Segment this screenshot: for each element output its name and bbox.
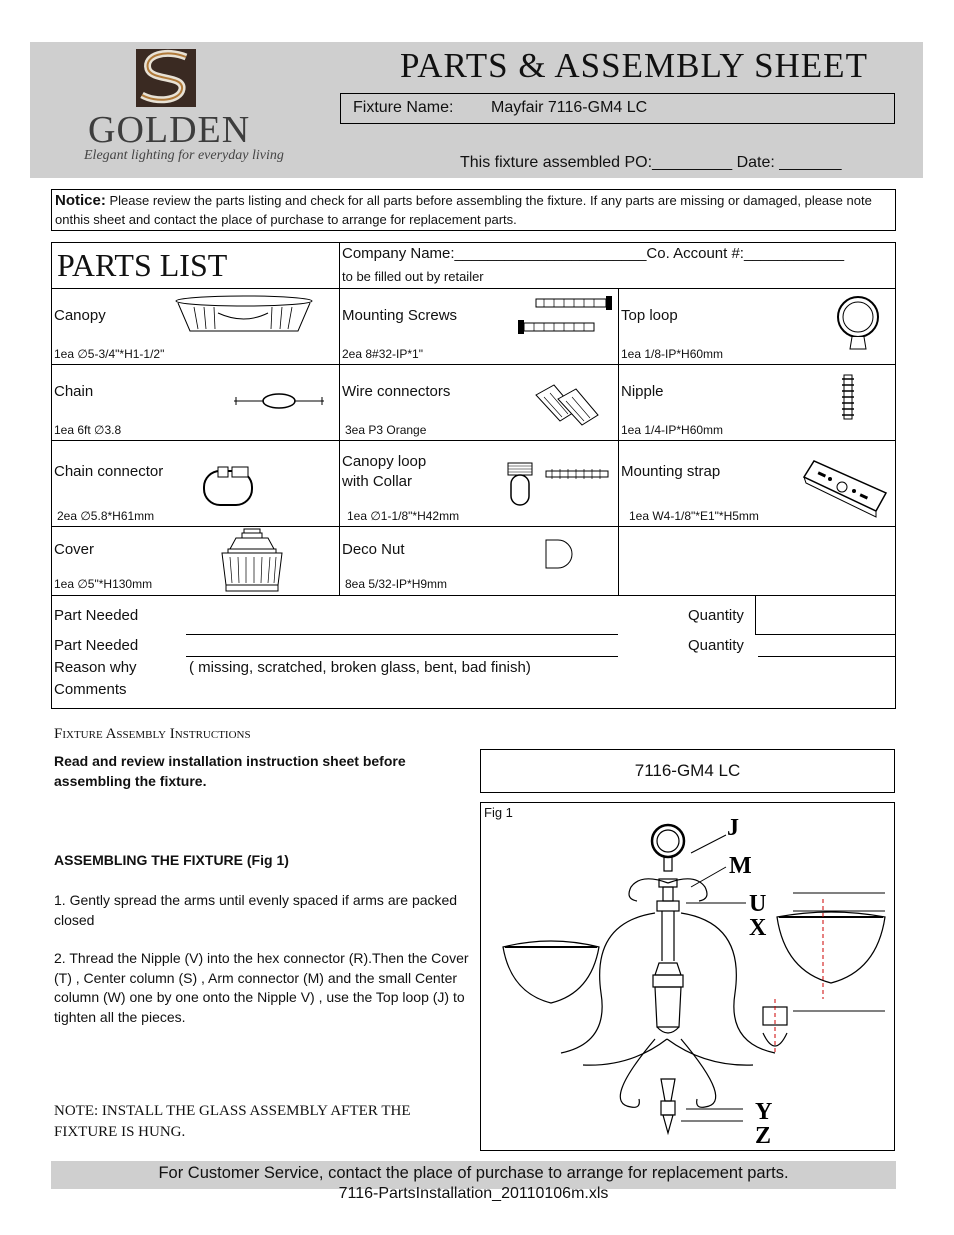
part-spec-mounting-screws: 2ea 8#32-IP*1" [342,347,423,361]
part-spec-chain: 1ea 6ft ∅3.8 [54,423,122,437]
reason-options: ( missing, scratched, broken glass, bent, bad finish) [189,659,531,676]
sheet-title: PARTS & ASSEMBLY SHEET [400,46,868,85]
part-name-cover: Cover [54,541,95,558]
figure-box [480,802,895,1151]
chain-connector-icon [200,465,256,511]
part-spec-chain-connector: 2ea ∅5.8*H61mm [57,509,155,523]
screws-icon [514,293,614,341]
quantity-line-2[interactable] [758,656,895,657]
part-spec-canopy-loop: 1ea ∅1-1/8"*H42mm [347,509,460,523]
cover-icon [214,527,290,595]
part-name-canopy-loop: Canopy loop with Collar [342,453,427,490]
read-instructions-note: Read and review installation instruction sheet before assembling the fixture. [54,753,406,789]
assembly-step-1: 1. Gently spread the arms until evenly spaced if arms are packed closed [54,892,458,928]
part-name-nipple: Nipple [621,383,664,400]
part-needed-label-2: Part Needed [54,637,139,654]
label-X: X [749,915,767,941]
part-spec-cover: 1ea ∅5"*H130mm [54,577,153,591]
quantity-label-1: Quantity [688,607,744,624]
canopy-icon [172,293,317,341]
notice-label: Notice: [55,192,106,209]
wire-connectors-icon [532,381,607,427]
label-U: U [749,891,767,917]
model-number-box: 7116-GM4 LC [480,749,895,793]
part-spec-nipple: 1ea 1/4-IP*H60mm [621,423,724,437]
customer-service-note: For Customer Service, contact the place of purchase to arrange for replacement parts. [158,1164,789,1182]
notice-text: Please review the parts listing and check for all parts before assembling the fixture. If any parts are missing or damaged, please note onthis sheet and contact the place of purchase to arrange for replacement parts. [55,193,872,227]
reason-label: Reason why [54,659,137,676]
instructions-title: Fixture Assembly Instructions [54,726,251,742]
assembly-heading: ASSEMBLING THE FIXTURE (Fig 1) [54,852,289,868]
part-spec-wire-connectors: 3ea P3 Orange [345,423,427,437]
label-Y: Y [755,1099,773,1125]
comments-label: Comments [54,681,127,698]
fixture-name-value: Mayfair 7116-GM4 LC [491,99,648,116]
logo-emblem-icon [82,45,262,109]
retailer-note: to be filled out by retailer [342,269,484,284]
quantity-line-1[interactable] [755,634,895,635]
chain-icon [232,391,327,411]
canopy-loop-icon [504,461,614,507]
parts-list-table [51,242,896,709]
mounting-strap-icon [800,453,890,525]
deco-nut-icon [540,537,576,571]
assembly-note: NOTE: INSTALL THE GLASS ASSEMBLY AFTER THE FIXTURE IS HUNG. [54,1103,411,1140]
notice-box [51,189,896,231]
fixture-name-box [340,93,895,124]
part-needed-label-1: Part Needed [54,607,139,624]
part-spec-top-loop: 1ea 1/8-IP*H60mm [621,347,724,361]
part-spec-deco-nut: 8ea 5/32-IP*H9mm [345,577,448,591]
part-name-chain-connector: Chain connector [54,463,164,480]
logo-tagline: Elegant lighting for everyday living [84,148,284,163]
fixture-name-label: Fixture Name: [353,99,454,116]
part-name-top-loop: Top loop [621,307,678,324]
label-Z: Z [755,1123,772,1149]
label-M: M [729,853,752,879]
part-needed-line[interactable] [186,634,618,635]
company-account-line: Company Name:_______________________Co. Account #:____________ [342,245,845,262]
part-name-deco-nut: Deco Nut [342,541,405,558]
part-needed-line-2[interactable] [186,656,618,657]
top-loop-icon [828,293,888,363]
part-name-canopy: Canopy [54,307,106,324]
part-name-mounting-strap: Mounting strap [621,463,721,480]
part-name-mounting-screws: Mounting Screws [342,307,458,324]
label-J: J [727,815,739,841]
logo-wordmark: GOLDEN [88,109,251,151]
assembly-step-2: 2. Thread the Nipple (V) into the hex connector (R).Then the Cover (T) , Center column (S) , Arm connector (M) and the small Center column (W) one by one onto the Nipple V) , use the Top loop (J) to tighten all the pieces. [54,950,469,1025]
quantity-label-2: Quantity [688,637,744,654]
part-name-wire-connectors: Wire connectors [342,383,451,400]
file-name: 7116-PartsInstallation_20110106m.xls [338,1185,609,1202]
chandelier-diagram-icon [481,803,894,1150]
nipple-icon [840,373,856,421]
part-name-chain: Chain [54,383,94,400]
parts-list-title: PARTS LIST [57,247,228,283]
part-spec-canopy: 1ea ∅5-3/4"*H1-1/2" [54,347,165,361]
po-date-line: This fixture assembled PO:_________ Date: _______ [460,154,842,171]
figure-caption: Fig 1 [484,805,513,820]
part-spec-mounting-strap: 1ea W4-1/8"*E1"*H5mm [629,509,759,523]
